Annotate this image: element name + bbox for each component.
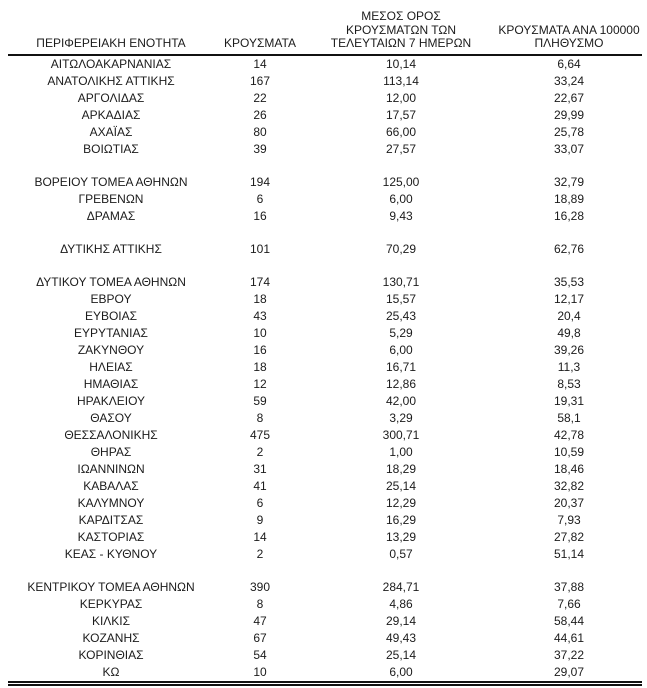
cell-per-100k: 51,14 (553, 546, 585, 561)
column-header-line: ΚΡΟΥΣΜΑΤΑ ΑΝΑ 100000 (498, 22, 640, 37)
cell-region: ΔΥΤΙΚΗΣ ΑΤΤΙΚΗΣ (60, 241, 162, 256)
cell-cases: 6 (256, 495, 264, 510)
section-spacer-cell (8, 258, 642, 274)
cell-cases: 67 (253, 630, 267, 645)
section-spacer (8, 225, 642, 241)
table-row (8, 73, 642, 90)
cell-avg7-cases: 4,86 (389, 596, 413, 611)
cell-cases: 10 (253, 325, 267, 340)
cell-region: ΔΡΑΜΑΣ (86, 208, 136, 223)
cell-cases: 59 (253, 393, 267, 408)
cell-cases: 26 (253, 107, 267, 122)
column-header-line: ΠΕΡΙΦΕΡΕΙΑΚΗ ΕΝΟΤΗΤΑ (36, 36, 186, 50)
cell-region: ΑΝΑΤΟΛΙΚΗΣ ΑΤΤΙΚΗΣ (47, 73, 175, 88)
cell-per-100k: 7,93 (557, 512, 581, 527)
cell-per-100k: 58,44 (553, 613, 585, 628)
cell-avg7-cases: 1,00 (389, 444, 413, 459)
cell-cases: 41 (253, 478, 267, 493)
cell-cases: 2 (256, 546, 264, 561)
cell-per-100k: 35,53 (553, 274, 585, 289)
cell-avg7-cases: 42,00 (385, 393, 417, 408)
cell-region: ΑΧΑΪΑΣ (89, 124, 133, 139)
table-row (8, 376, 642, 393)
cell-region: ΓΡΕΒΕΝΩΝ (78, 191, 144, 206)
cell-region: ΚΟΖΑΝΗΣ (82, 630, 140, 645)
cell-region: ΕΥΡΥΤΑΝΙΑΣ (74, 325, 148, 340)
column-header-line: ΤΕΛΕΥΤΑΙΩΝ 7 ΗΜΕΡΩΝ (330, 36, 472, 50)
regional-cases-table (8, 2, 642, 686)
table-row (8, 664, 642, 684)
cell-cases: 8 (256, 410, 264, 425)
cell-region: ΗΜΑΘΙΑΣ (83, 376, 139, 391)
cell-avg7-cases: 12,00 (385, 90, 417, 105)
cell-per-100k: 11,3 (557, 359, 581, 374)
cell-per-100k: 22,67 (553, 90, 585, 105)
cell-region: ΖΑΚΥΝΘΟΥ (77, 342, 145, 357)
cell-cases: 174 (249, 274, 271, 289)
cell-cases: 475 (249, 427, 271, 442)
section-spacer (8, 258, 642, 274)
column-header-line: ΜΕΣΟΣ ΟΡΟΣ (361, 9, 441, 23)
cell-cases: 6 (256, 191, 264, 206)
cell-region: ΚΕΡΚΥΡΑΣ (79, 596, 143, 611)
cell-cases: 12 (253, 376, 267, 391)
table-row (8, 410, 642, 427)
cell-per-100k: 27,82 (553, 529, 585, 544)
cell-cases: 167 (249, 73, 271, 88)
table-row (8, 444, 642, 461)
cell-avg7-cases: 0,57 (389, 546, 413, 561)
cell-avg7-cases: 6,00 (389, 342, 413, 357)
cell-region: ΑΙΤΩΛΟΑΚΑΡΝΑΝΙΑΣ (50, 56, 172, 71)
cell-cases: 101 (249, 241, 271, 256)
cell-per-100k: 8,53 (557, 376, 581, 391)
table-row (8, 647, 642, 664)
cell-per-100k: 29,07 (553, 664, 585, 679)
cell-avg7-cases: 6,00 (389, 664, 413, 679)
table-row (8, 393, 642, 410)
cell-cases: 194 (249, 174, 271, 189)
cell-avg7-cases: 25,43 (385, 308, 417, 323)
cell-region: ΒΟΡΕΙΟΥ ΤΟΜΕΑ ΑΘΗΝΩΝ (34, 174, 188, 189)
cell-region: ΒΟΙΩΤΙΑΣ (83, 141, 139, 156)
table-row (8, 546, 642, 563)
cell-cases: 8 (256, 596, 264, 611)
column-header-line: ΚΡΟΥΣΜΑΤΑ (224, 36, 296, 50)
cell-region: ΘΗΡΑΣ (90, 444, 132, 459)
cell-region: ΚΕΑΣ - ΚΥΘΝΟΥ (64, 546, 158, 561)
cell-avg7-cases: 13,29 (385, 529, 417, 544)
cell-region: ΚΑΣΤΟΡΙΑΣ (77, 529, 145, 544)
cell-region: ΚΑΒΑΛΑΣ (83, 478, 139, 493)
column-header-avg7 (306, 2, 496, 55)
cell-avg7-cases: 27,57 (385, 141, 417, 156)
cell-region: ΑΡΓΟΛΙΔΑΣ (77, 90, 145, 105)
cell-avg7-cases: 130,71 (382, 274, 420, 289)
cell-avg7-cases: 70,29 (385, 241, 417, 256)
cell-avg7-cases: 12,86 (385, 376, 417, 391)
section-spacer-cell (8, 563, 642, 579)
cell-region: ΑΡΚΑΔΙΑΣ (81, 107, 141, 122)
table-row (8, 596, 642, 613)
cell-region: ΗΡΑΚΛΕΙΟΥ (76, 393, 146, 408)
cell-avg7-cases: 284,71 (382, 579, 420, 594)
table-row (8, 191, 642, 208)
cell-region: ΔΥΤΙΚΟΥ ΤΟΜΕΑ ΑΘΗΝΩΝ (36, 274, 186, 289)
cell-region: ΕΥΒΟΙΑΣ (84, 308, 138, 323)
table-row (8, 579, 642, 596)
cell-per-100k: 20,37 (553, 495, 585, 510)
cell-per-100k: 33,24 (553, 73, 585, 88)
cell-cases: 22 (253, 90, 267, 105)
cell-per-100k: 49,8 (557, 325, 581, 340)
cell-region: ΚΑΛΥΜΝΟΥ (77, 495, 145, 510)
cell-region: ΚΟΡΙΝΘΙΑΣ (78, 647, 144, 662)
cell-region: ΚΙΛΚΙΣ (91, 613, 131, 628)
table-row (8, 124, 642, 141)
table-row (8, 512, 642, 529)
cell-per-100k: 10,59 (553, 444, 585, 459)
cell-per-100k: 44,61 (553, 630, 585, 645)
cell-cases: 80 (253, 124, 267, 139)
cell-cases: 18 (253, 291, 267, 306)
cell-per-100k: 39,26 (553, 342, 585, 357)
cell-per-100k: 6,64 (557, 56, 581, 71)
cell-per-100k: 19,31 (553, 393, 585, 408)
column-header-region (8, 2, 214, 55)
cell-region: ΙΩΑΝΝΙΝΩΝ (77, 461, 145, 476)
cell-cases: 43 (253, 308, 267, 323)
table-row (8, 241, 642, 258)
cell-cases: 16 (253, 342, 267, 357)
cell-avg7-cases: 17,57 (385, 107, 417, 122)
cell-per-100k: 62,76 (553, 241, 585, 256)
cell-per-100k: 32,82 (553, 478, 585, 493)
cell-avg7-cases: 29,14 (385, 613, 417, 628)
cell-cases: 2 (256, 444, 264, 459)
cell-per-100k: 42,78 (553, 427, 585, 442)
cell-cases: 10 (253, 664, 267, 679)
cell-cases: 39 (253, 141, 267, 156)
table-row (8, 529, 642, 546)
cell-avg7-cases: 15,57 (385, 291, 417, 306)
cell-per-100k: 25,78 (553, 124, 585, 139)
cell-cases: 47 (253, 613, 267, 628)
cell-cases: 14 (253, 529, 267, 544)
section-spacer-cell (8, 225, 642, 241)
cell-avg7-cases: 16,29 (385, 512, 417, 527)
cell-per-100k: 18,89 (553, 191, 585, 206)
table-row (8, 90, 642, 107)
cell-per-100k: 16,28 (553, 208, 585, 223)
cell-avg7-cases: 25,14 (385, 647, 417, 662)
cell-region: ΚΑΡΔΙΤΣΑΣ (78, 512, 144, 527)
cell-avg7-cases: 49,43 (385, 630, 417, 645)
cell-cases: 31 (253, 461, 267, 476)
cell-per-100k: 58,1 (557, 410, 581, 425)
cell-per-100k: 29,99 (553, 107, 585, 122)
table-row (8, 107, 642, 124)
cell-avg7-cases: 66,00 (385, 124, 417, 139)
cell-per-100k: 37,22 (553, 647, 585, 662)
cell-per-100k: 37,88 (553, 579, 585, 594)
table-row (8, 495, 642, 512)
column-header-per100k (496, 2, 642, 55)
cell-region: ΗΛΕΙΑΣ (89, 359, 133, 374)
section-spacer-cell (8, 158, 642, 174)
column-header-line: ΚΡΟΥΣΜΑΤΩΝ ΤΩΝ (345, 22, 457, 37)
table-row (8, 141, 642, 158)
table-row (8, 359, 642, 376)
section-spacer (8, 563, 642, 579)
cell-avg7-cases: 6,00 (389, 191, 413, 206)
cell-per-100k: 32,79 (553, 174, 585, 189)
table-row (8, 325, 642, 342)
table-header (8, 2, 642, 55)
column-header-line: ΠΛΗΘΥΣΜΟ (534, 36, 604, 50)
cell-cases: 390 (249, 579, 271, 594)
table-row (8, 308, 642, 325)
cell-avg7-cases: 9,43 (389, 208, 413, 223)
table-row (8, 630, 642, 647)
table-row (8, 342, 642, 359)
cell-avg7-cases: 18,29 (385, 461, 417, 476)
table-row (8, 427, 642, 444)
cell-per-100k: 18,46 (553, 461, 585, 476)
cell-avg7-cases: 10,14 (385, 56, 417, 71)
cell-avg7-cases: 12,29 (385, 495, 417, 510)
cell-cases: 54 (253, 647, 267, 662)
table-header-row (8, 2, 642, 55)
cell-avg7-cases: 5,29 (389, 325, 413, 340)
cell-cases: 18 (253, 359, 267, 374)
table-row (8, 208, 642, 225)
table-row (8, 291, 642, 308)
cell-region: ΕΒΡΟΥ (90, 291, 132, 306)
cell-region: ΚΩ (102, 664, 120, 679)
column-header-cases (214, 2, 306, 55)
cell-cases: 14 (253, 56, 267, 71)
cell-region: ΚΕΝΤΡΙΚΟΥ ΤΟΜΕΑ ΑΘΗΝΩΝ (27, 579, 195, 594)
cell-per-100k: 33,07 (553, 141, 585, 156)
table-row (8, 55, 642, 73)
cell-per-100k: 20,4 (557, 308, 581, 323)
cell-per-100k: 7,66 (557, 596, 581, 611)
cell-region: ΘΑΣΟΥ (90, 410, 132, 425)
cell-avg7-cases: 113,14 (383, 73, 419, 88)
cell-avg7-cases: 25,14 (385, 478, 417, 493)
table-row (8, 478, 642, 495)
cell-avg7-cases: 125,00 (382, 174, 420, 189)
table-row (8, 174, 642, 191)
cell-cases: 16 (253, 208, 267, 223)
table-row (8, 274, 642, 291)
cell-cases: 9 (256, 512, 264, 527)
cell-avg7-cases: 300,71 (382, 427, 420, 442)
section-spacer (8, 158, 642, 174)
cell-region: ΘΕΣΣΑΛΟΝΙΚΗΣ (64, 427, 158, 442)
cell-avg7-cases: 16,71 (385, 359, 417, 374)
cell-avg7-cases: 3,29 (389, 410, 413, 425)
cell-per-100k: 12,17 (553, 291, 585, 306)
table-row (8, 613, 642, 630)
table-row (8, 461, 642, 478)
